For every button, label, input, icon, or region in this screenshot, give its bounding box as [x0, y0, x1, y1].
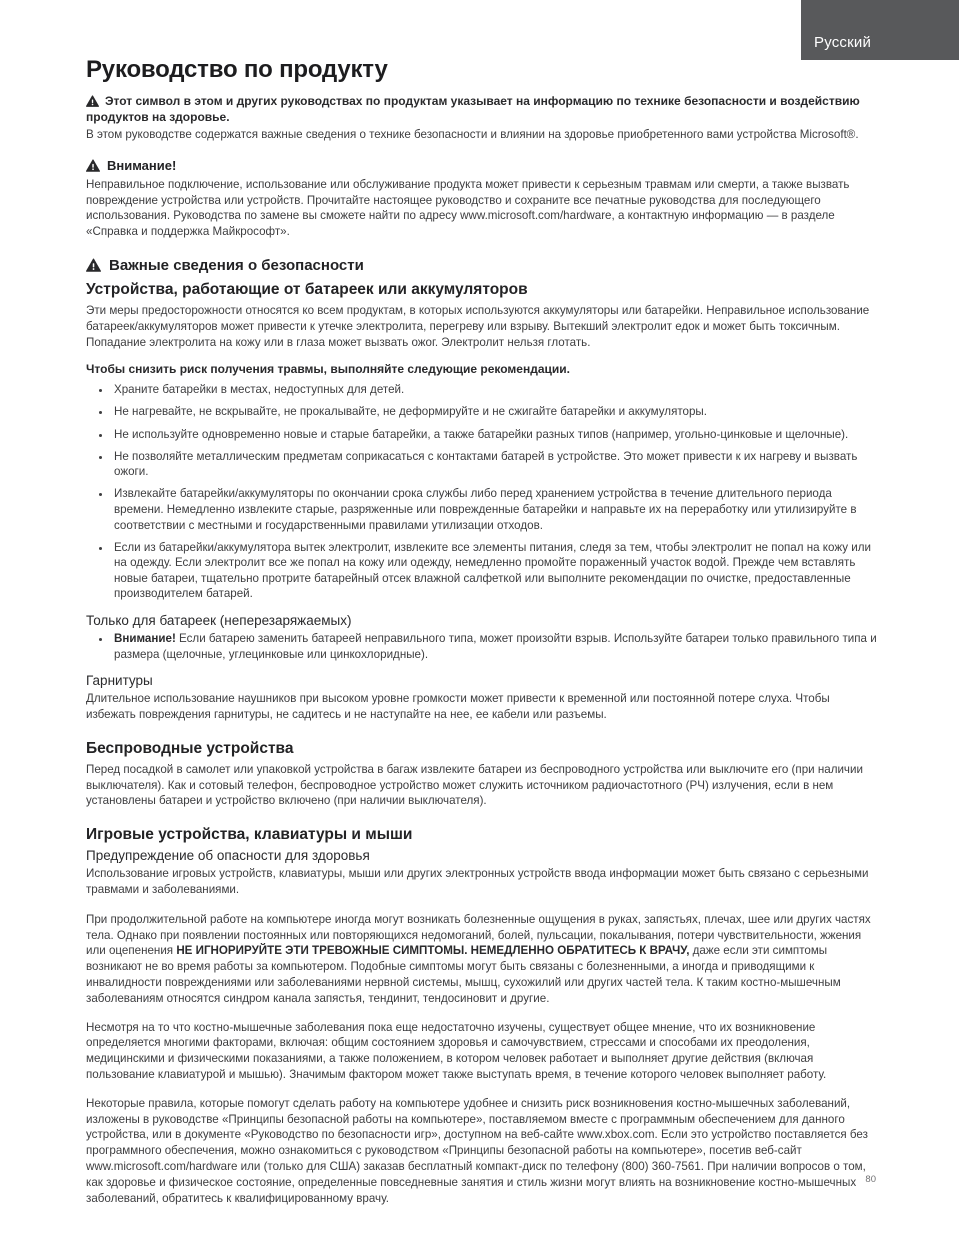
list-item-text: Извлекайте батарейки/аккумуляторы по окончании срока службы либо перед хранением устройства в течение длительного периода времени. Немедленно извлеките старые, разряженные или поврежденные батарейки и направьте их на переработку или утилизируйте в соответствии с местными и государственными правилами утилизации отходов.	[114, 487, 857, 532]
list-item	[112, 540, 880, 602]
health-warning-body: Использование игровых устройств, клавиатуры, мыши или других электронных устройств ввода информации может быть связано с серьезными травмами и заболеваниями.	[86, 867, 869, 896]
recommendations-heading: Чтобы снизить риск получения травмы, выполняйте следующие рекомендации.	[86, 362, 570, 377]
page-content	[86, 56, 880, 1217]
safety-section-heading	[86, 257, 880, 274]
headsets-body: Длительное использование наушников при высоком уровне громкости может привести к временной или постоянной потере слуха. Чтобы избежать повреждения гарнитуры, не садитесь и не наступайте на нее, ее кабели или разъемы.	[86, 692, 830, 721]
battery-devices-heading: Устройства, работающие от батареек или аккумуляторов	[86, 280, 528, 298]
headsets-heading: Гарнитуры	[86, 673, 153, 689]
paragraph-text: даже если эти симптомы возникают не во время работы за компьютером. Подобные симптомы могут быть связаны с болезненными, а иногда и приводящими к инвалидности повреждениями или заболеваниями нервной системы, мышц, сухожилий или других частей тела. К таким костно-мышечным заболеваниям относятся синдром канала запястья, тендинит, тендосиновит и другие.	[86, 944, 841, 1005]
language-tab	[801, 0, 959, 60]
list-item	[112, 427, 880, 443]
list-item	[112, 631, 880, 662]
intro-symbol-note-text: Этот символ в этом и других руководствах по продуктам указывает на информацию по технике безопасности и воздействию продуктов на здоровье.	[86, 94, 860, 124]
wireless-heading: Беспроводные устройства	[86, 739, 294, 757]
health-paragraph-1	[86, 912, 880, 1007]
wireless-body: Перед посадкой в самолет или упаковкой устройства в багаж извлеките батареи из беспроводного устройства или выключите его (при наличии выключателя). Как и сотовый телефон, беспроводное устройство может служить источником радиочастотного (РЧ) излучения, если в нем установлены батареи и устройство включено (при наличии выключателя).	[86, 762, 863, 808]
list-item-text: Не позволяйте металлическим предметам соприкасаться с контактами батарей в устройстве. Это может привести к их нагреву и вызвать ожоги.	[114, 449, 858, 479]
attention-heading	[86, 158, 880, 173]
list-item	[112, 404, 880, 420]
warning-icon	[86, 159, 100, 172]
non-rechargeable-list	[86, 631, 880, 662]
attention-body: Неправильное подключение, использование или обслуживание продукта может привести к серьезным травмам или смерти, а также вызвать повреждение устройства или устройств. Прочитайте настоящее руководство и сохраните все печатные руководства для последующего использования. Руководства по замене вы сможете найти по адресу www.microsoft.com/hardware, а контактную информацию — в разделе «Справка и поддержка Майкрософт».	[86, 177, 850, 239]
safety-section-heading-label: Важные сведения о безопасности	[109, 256, 364, 274]
list-item	[112, 486, 880, 533]
non-rechargeable-heading: Только для батареек (неперезаряжаемых)	[86, 613, 352, 628]
battery-devices-body: Эти меры предосторожности относятся ко всем продуктам, в которых используются аккумуляторы или батарейки. Неправильное использование батареек/аккумуляторов может привести к утечке электролита, перегреву или взрыву. Вытекший электролит едок и может быть токсичным. Попадание электролита на кожу или в глаза может вызвать ожог. Электролит нельзя глотать.	[86, 303, 870, 349]
list-item-text: Если батарею заменить батареей неправильного типа, может произойти взрыв. Используйте батареи только правильного типа и размера (щелочные, углецинковые или цинкохлоридные).	[114, 632, 877, 661]
list-item	[112, 449, 880, 480]
language-tab-label: Русский	[814, 34, 872, 51]
list-item-text: Не используйте одновременно новые и старые батарейки, а также батарейки разных типов (например, угольно-цинковые и щелочные).	[114, 427, 849, 441]
battery-safety-list	[86, 382, 880, 602]
health-paragraph-3: Некоторые правила, которые помогут сделать работу на компьютере удобнее и снизить риск возникновения костно-мышечных заболеваний, изложены в руководстве «Принципы безопасной работы на компьютере», поставляемом вместе с программным обеспечением для данного устройства, или в документе «Руководство по безопасности игр», доступном на веб-сайте www.xbox.com. Если это устройство поставляется без программного обеспечения, можно ознакомиться с руководством «Принципы безопасной работы на компьютере», посетив веб-сайт www.microsoft.com/hardware или (только для США) заказав бесплатный компакт-диск по телефону (800) 360-7561. При наличии вопросов о том, как здоровье и физическое состояние, определенные повседневные занятия и стиль жизни могут влиять на возникновение костно-мышечных заболеваний, обратитесь к квалифицированному врачу.	[86, 1096, 868, 1205]
list-item-text: Храните батарейки в местах, недоступных для детей.	[114, 383, 405, 397]
page-number: 80	[865, 1174, 876, 1185]
paragraph-text: При продолжительной работе на компьютере иногда могут возникать болезненные ощущения в руках, запястьях, плечах, шее или других частях тела. Однако при появлении постоянных или повторяющихся недомоганий, болей, пульсации, покалывания, потери чувствительности, жжения или оцепенения	[86, 912, 871, 958]
list-item-text: Не нагревайте, не вскрывайте, не прокалывайте, не деформируйте и не сжигайте батарейки и аккумуляторы.	[114, 405, 707, 419]
list-item	[112, 382, 880, 398]
health-warning-subheading: Предупреждение об опасности для здоровья	[86, 848, 370, 864]
gaming-heading: Игровые устройства, клавиатуры и мыши	[86, 826, 413, 844]
intro-symbol-note	[86, 93, 880, 125]
attention-heading-label: Внимание!	[107, 157, 177, 173]
warning-icon	[86, 258, 101, 272]
warning-icon	[86, 95, 99, 107]
symptoms-warning-bold: НЕ ИГНОРИРУЙТЕ ЭТИ ТРЕВОЖНЫЕ СИМПТОМЫ. НЕМЕДЛЕННО ОБРАТИТЕСЬ К ВРАЧУ,	[176, 944, 690, 958]
intro-body: В этом руководстве содержатся важные сведения о технике безопасности и влиянии на здоровье приобретенного вами устройства Microsoft®.	[86, 128, 859, 141]
list-item-text: Если из батарейки/аккумулятора вытек электролит, извлеките все элементы питания, следя за тем, чтобы электролит не попал на кожу или на одежду. Если электролит все же попал на кожу или одежду, немедленно промойте пораженный участок водой. Прежде чем вставлять новые батареи, тщательно протрите батарейный отсек влажной салфеткой или выполните рекомендации по очистке, предоставленные производителем батарей.	[114, 540, 871, 601]
health-paragraph-2: Несмотря на то что костно-мышечные заболевания пока еще недостаточно изучены, существует общее мнение, что их возникновение определяется многими факторами, включая: общим состоянием здоровья и самочувствием, стрессами и способами их преодоления, медицинскими и физическими показаниями, а также положением, в котором человек работает и выполняет другие действия (включая пользование клавиатурой и мышью). Значимым фактором может также выступать время, в течение которого человек выполняет работу.	[86, 1020, 827, 1081]
attention-inline-label: Внимание!	[114, 632, 176, 645]
page-title: Руководство по продукту	[86, 56, 388, 83]
